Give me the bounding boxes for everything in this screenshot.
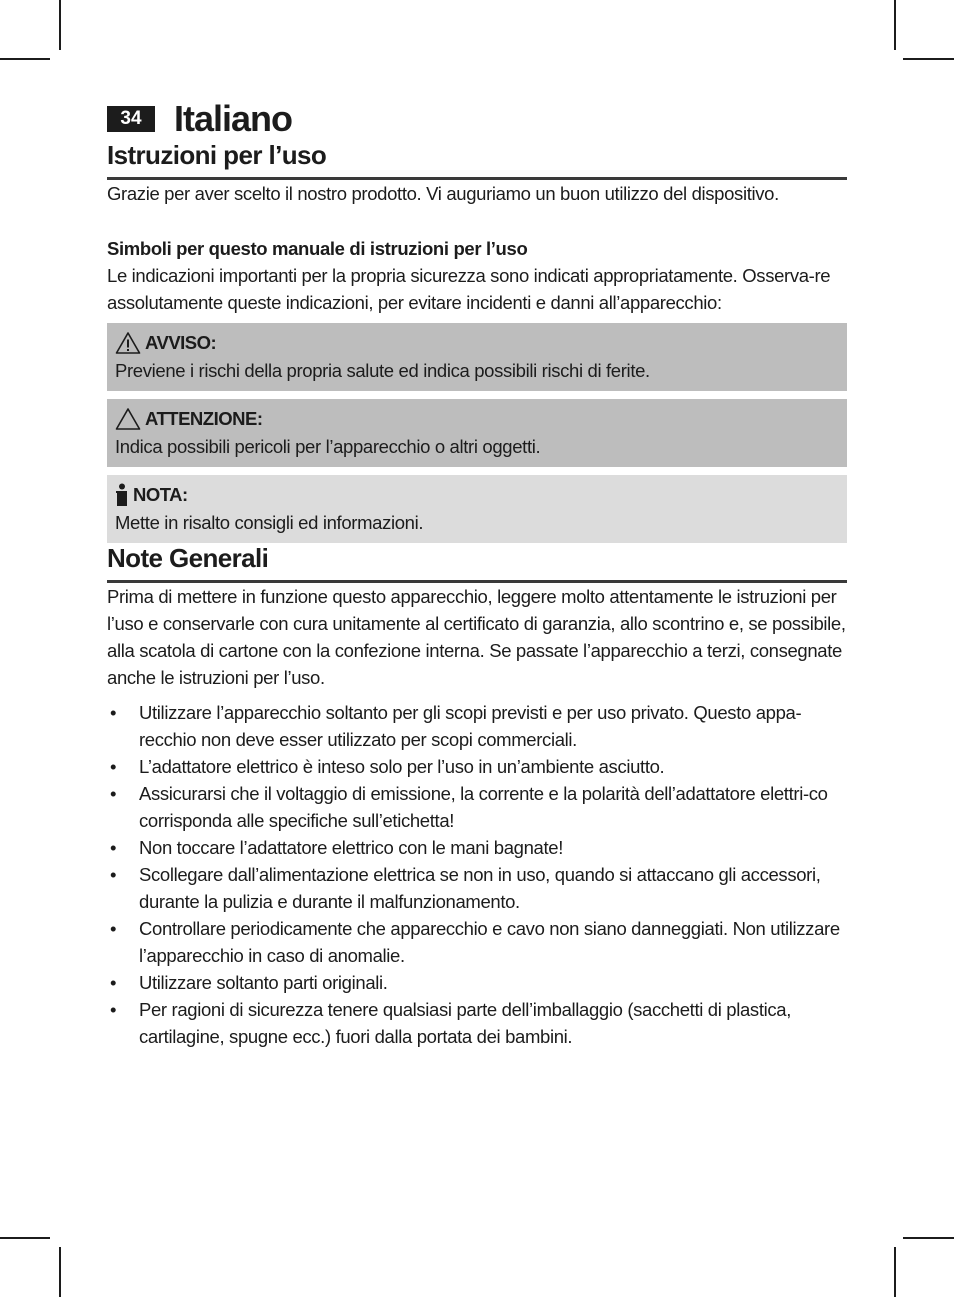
- list-item: • L’adattatore elettrico è inteso solo per l’uso in un’ambiente asciutto.: [107, 753, 847, 780]
- list-item: • Per ragioni di sicurezza tenere qualsiasi parte dell’imballaggio (sacchetti di plastica, cartilagine, spugne ecc.) fuori dalla portata dei bambini.: [107, 996, 847, 1050]
- general-notes-paragraph: Prima di mettere in funzione questo apparecchio, leggere molto attentamente le istruzioni per l’uso e conservarle con cura unitamente al certificato di garanzia, allo scontrino e, se possibile, alla scatola di cartone con la confezione interna. Se passate l’apparecchio a terzi, consegnate anche le istruzioni per l’uso.: [107, 586, 846, 688]
- bullet-dot: •: [110, 972, 117, 993]
- warning-box-avviso: [107, 323, 847, 391]
- note-box-nota: [107, 475, 847, 543]
- box-label: AVVISO:: [145, 332, 217, 353]
- bullet-dot: •: [110, 756, 117, 777]
- symbols-paragraph: Le indicazioni importanti per la propria sicurezza sono indicati appropriatamente. Osserva-re assolutamente queste indicazioni, per evitare incidenti e danni all’apparecchio:: [107, 265, 831, 313]
- warning-box-attenzione: [107, 399, 847, 467]
- crop-mark: [903, 1237, 954, 1239]
- box-label: NOTA:: [133, 484, 188, 505]
- crop-mark: [903, 58, 954, 60]
- crop-mark: [894, 1247, 896, 1297]
- section-title-general-notes: Note Generali: [107, 543, 847, 583]
- bullet-dot: •: [110, 702, 117, 723]
- section-title-instructions: Istruzioni per l’uso: [107, 140, 847, 180]
- crop-mark: [59, 0, 61, 50]
- bullet-dot: •: [110, 783, 117, 804]
- crop-mark: [59, 1247, 61, 1297]
- intro-paragraph: Grazie per aver scelto il nostro prodotto. Vi auguriamo un buon utilizzo del dispositivo.: [107, 183, 779, 204]
- box-text: Mette in risalto consigli ed informazioni.: [115, 512, 424, 533]
- crop-mark: [0, 1237, 50, 1239]
- list-item: • Utilizzare l’apparecchio soltanto per gli scopi previsti e per uso privato. Questo appa-recchio non deve esser utilizzato per scopi commerciali.: [107, 699, 847, 753]
- warning-triangle-icon: [115, 331, 141, 355]
- box-label: ATTENZIONE:: [145, 408, 263, 429]
- list-item: • Assicurarsi che il voltaggio di emissione, la corrente e la polarità dell’adattatore elettri-co corrisponda alle specifiche sull’etichetta!: [107, 780, 847, 834]
- page-number: 34: [107, 106, 155, 132]
- box-text: Previene i rischi della propria salute ed indica possibili rischi di ferite.: [115, 360, 650, 381]
- bullet-dot: •: [110, 999, 117, 1020]
- bullet-dot: •: [110, 918, 117, 939]
- bullet-dot: •: [110, 864, 117, 885]
- bullet-dot: •: [110, 837, 117, 858]
- info-icon: [115, 483, 129, 507]
- symbols-heading: Simboli per questo manuale di istruzioni per l’uso: [107, 238, 528, 259]
- page-content: [107, 98, 847, 1050]
- warning-triangle-icon: [115, 407, 141, 431]
- list-item: • Scollegare dall’alimentazione elettrica se non in uso, quando si attaccano gli accessori, durante la pulizia e durante il malfunzionamento.: [107, 861, 847, 915]
- list-item: • Utilizzare soltanto parti originali.: [107, 969, 847, 996]
- safety-bullet-list: [107, 699, 847, 1050]
- box-text: Indica possibili pericoli per l’apparecchio o altri oggetti.: [115, 436, 541, 457]
- language-header: [107, 98, 847, 140]
- list-item: • Controllare periodicamente che apparecchio e cavo non siano danneggiati. Non utilizzare l’apparecchio in caso di anomalie.: [107, 915, 847, 969]
- crop-mark: [0, 58, 50, 60]
- crop-mark: [894, 0, 896, 50]
- list-item: • Non toccare l’adattatore elettrico con le mani bagnate!: [107, 834, 847, 861]
- language-title: Italiano: [174, 98, 293, 139]
